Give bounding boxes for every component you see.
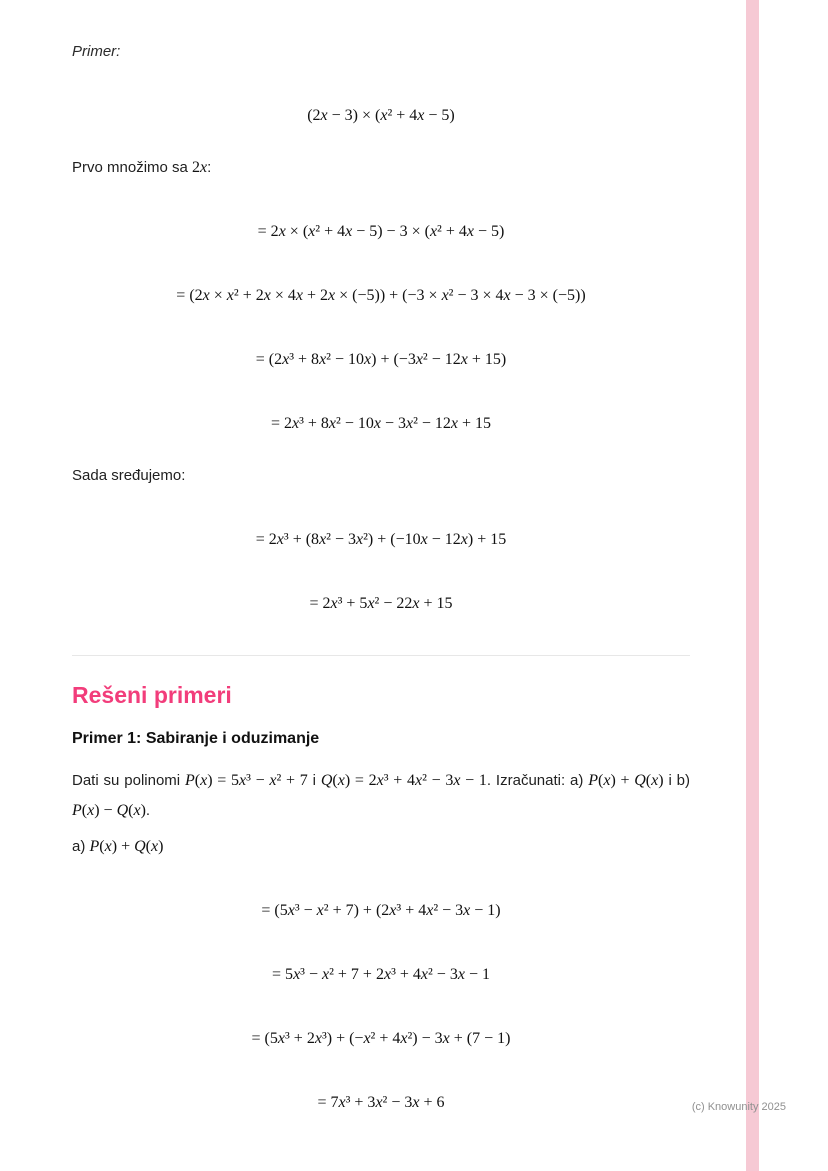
- equation-line: = 5x³ − x² + 7 + 2x³ + 4x² − 3x − 1: [272, 966, 490, 983]
- section-heading: Rešeni primeri: [72, 682, 232, 708]
- equation-line: = 2x³ + 8x² − 10x − 3x² − 12x + 15: [270, 415, 492, 432]
- inline-math: P(x) = 5x³ − x² + 7: [185, 772, 308, 789]
- equation-line: = (2x × x² + 2x × 4x + 2x × (−5)) + (−3 × x² − 3 × 4x − 3 × (−5)): [176, 287, 586, 304]
- equation-line: = 2x × (x² + 4x − 5) − 3 × (x² + 4x − 5): [257, 223, 505, 240]
- text-segment: . Izračunati: a): [486, 772, 589, 789]
- multiply-step-label: [72, 157, 690, 179]
- text-segment: .: [145, 802, 151, 819]
- equation-line: (2x − 3) × (x² + 4x − 5): [307, 107, 455, 124]
- text-segment: Dati su polinomi: [72, 772, 186, 789]
- inline-math: P(x) − Q(x): [72, 802, 146, 819]
- text-segment: i b): [663, 772, 690, 789]
- text-segment: Prvo množimo sa: [72, 159, 193, 176]
- inline-math: P(x) + Q(x): [588, 772, 664, 789]
- equation-line: = (5x³ − x² + 7) + (2x³ + 4x² − 3x − 1): [261, 902, 501, 919]
- problem-statement: [72, 766, 690, 826]
- inline-math: P(x) + Q(x): [89, 838, 164, 855]
- part-a-label: [72, 836, 690, 858]
- section-divider: [72, 655, 690, 656]
- example-heading: Primer 1: Sabiranje i oduzimanje: [72, 730, 320, 747]
- text-segment: :: [207, 159, 212, 176]
- equation-line: = (2x³ + 8x² − 10x) + (−3x² − 12x + 15): [255, 351, 507, 368]
- equation-line: = (5x³ + 2x³) + (−x² + 4x²) − 3x + (7 − 1): [251, 1030, 511, 1047]
- text-segment: a): [72, 838, 90, 855]
- inline-math: Q(x) = 2x³ + 4x² − 3x − 1: [320, 772, 487, 789]
- equation-line: = 2x³ + 5x² − 22x + 15: [309, 595, 453, 612]
- text-segment: i: [307, 772, 321, 789]
- equation-line: = 2x³ + (8x² − 3x²) + (−10x − 12x) + 15: [255, 531, 507, 548]
- simplify-step-label: Sada sređujemo:: [72, 467, 186, 484]
- primer-label: Primer:: [72, 43, 121, 60]
- inline-math: 2x: [192, 159, 208, 176]
- footer-watermark: (c) Knowunity 2025: [691, 1101, 786, 1113]
- equation-line: = 7x³ + 3x² − 3x + 6: [317, 1094, 445, 1111]
